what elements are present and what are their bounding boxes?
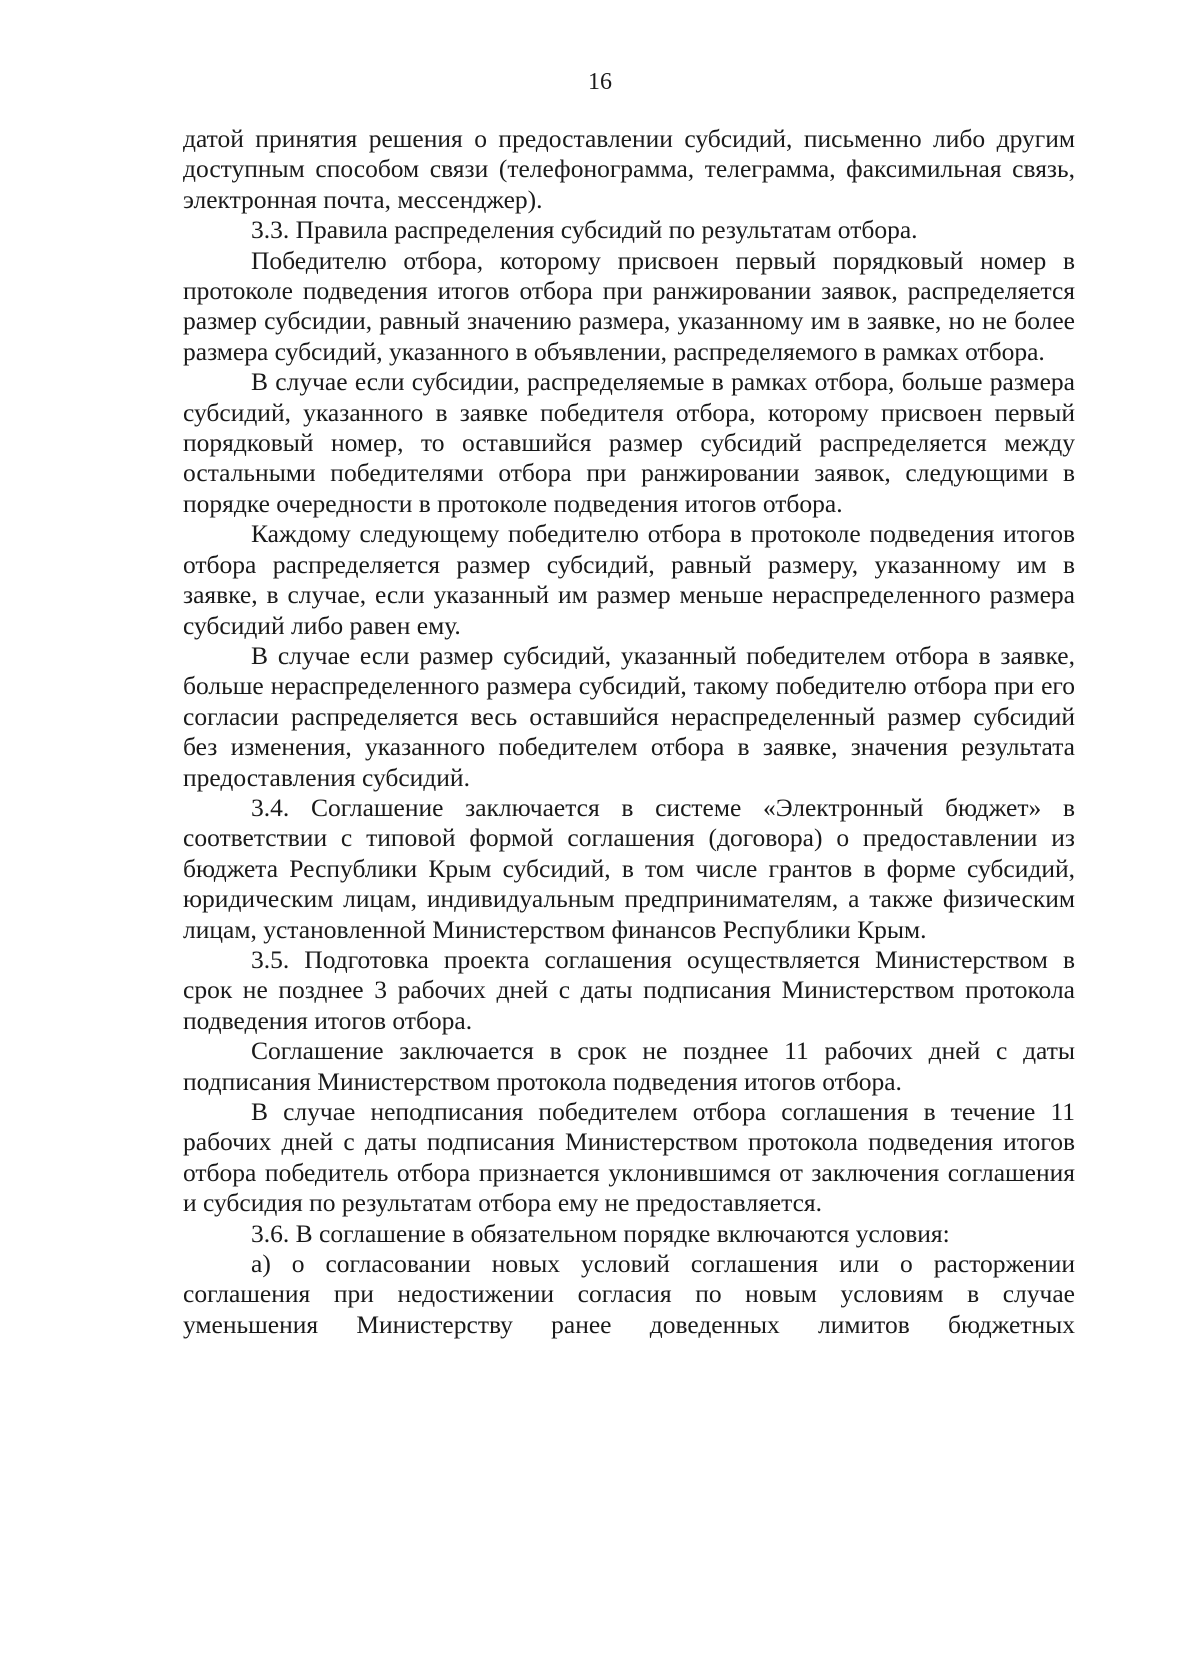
paragraph-section-3-4: 3.4. Соглашение заключается в системе «Электронный бюджет» в соответствии с типовой формой соглашения (договора) о предоставлении из бюджета Республики Крым субсидий, в том числе грантов в форме субсидий, юридическим лицам, индивидуальным предпринимателям, а также физическим лицам, установленной Министерством финансов Республики Крым. [183, 792, 1075, 944]
paragraph-larger-request: В случае если размер субсидий, указанный победителем отбора в заявке, больше нераспределенного размера субсидий, такому победителю отбора при его согласии распределяется весь оставшийся нераспределенный размер субсидий без изменения, указанного победителем отбора в заявке, значения результата предоставления субсидий. [183, 640, 1075, 792]
paragraph-continuation: датой принятия решения о предоставлении субсидий, письменно либо другим доступным способом связи (телефонограмма, телеграмма, факсимильная связь, электронная почта, мессенджер). [183, 124, 1075, 214]
page-number: 16 [588, 69, 612, 95]
document-body [183, 124, 1075, 1340]
paragraph-section-3-5: 3.5. Подготовка проекта соглашения осуществляется Министерством в срок не позднее 3 рабочих дней с даты подписания Министерством протокола подведения итогов отбора. [183, 944, 1075, 1035]
paragraph-first-winner: Победителю отбора, которому присвоен первый порядковый номер в протоколе подведения итогов отбора при ранжировании заявок, распределяется размер субсидии, равный значению размера, указанному им в заявке, но не более размера субсидий, указанного в объявлении, распределяемого в рамках отбора. [183, 245, 1075, 366]
paragraph-section-3-6: 3.6. В соглашение в обязательном порядке включаются условия: [251, 1218, 950, 1248]
paragraph-section-3-3: 3.3. Правила распределения субсидий по результатам отбора. [251, 215, 918, 245]
paragraph-remaining-subsidy: В случае если субсидии, распределяемые в рамках отбора, больше размера субсидий, указанного в заявке победителя отбора, которому присвоен первый порядковый номер, то оставшийся размер субсидий распределяется между остальными победителями отбора при ранжировании заявок, следующими в порядке очередности в протоколе подведения итогов отбора. [183, 367, 1075, 518]
paragraph-next-winner: Каждому следующему победителю отбора в протоколе подведения итогов отбора распределяется размер субсидий, равный размеру, указанному им в заявке, в случае, если указанный им размер меньше нераспределенного размера субсидий либо равен ему. [183, 519, 1075, 640]
paragraph-agreement-deadline: Соглашение заключается в срок не позднее 11 рабочих дней с даты подписания Министерством протокола подведения итогов отбора. [183, 1036, 1075, 1096]
paragraph-non-signing: В случае неподписания победителем отбора соглашения в течение 11 рабочих дней с даты подписания Министерством протокола подведения итогов отбора победитель отбора признается уклонившимся от заключения соглашения и субсидия по результатам отбора ему не предоставляется. [183, 1097, 1075, 1218]
paragraph-condition-a: а) о согласовании новых условий соглашения или о расторжении соглашения при недостижении согласия по новым условиям в случае уменьшения Министерству ранее доведенных лимитов бюджетных [183, 1249, 1075, 1339]
